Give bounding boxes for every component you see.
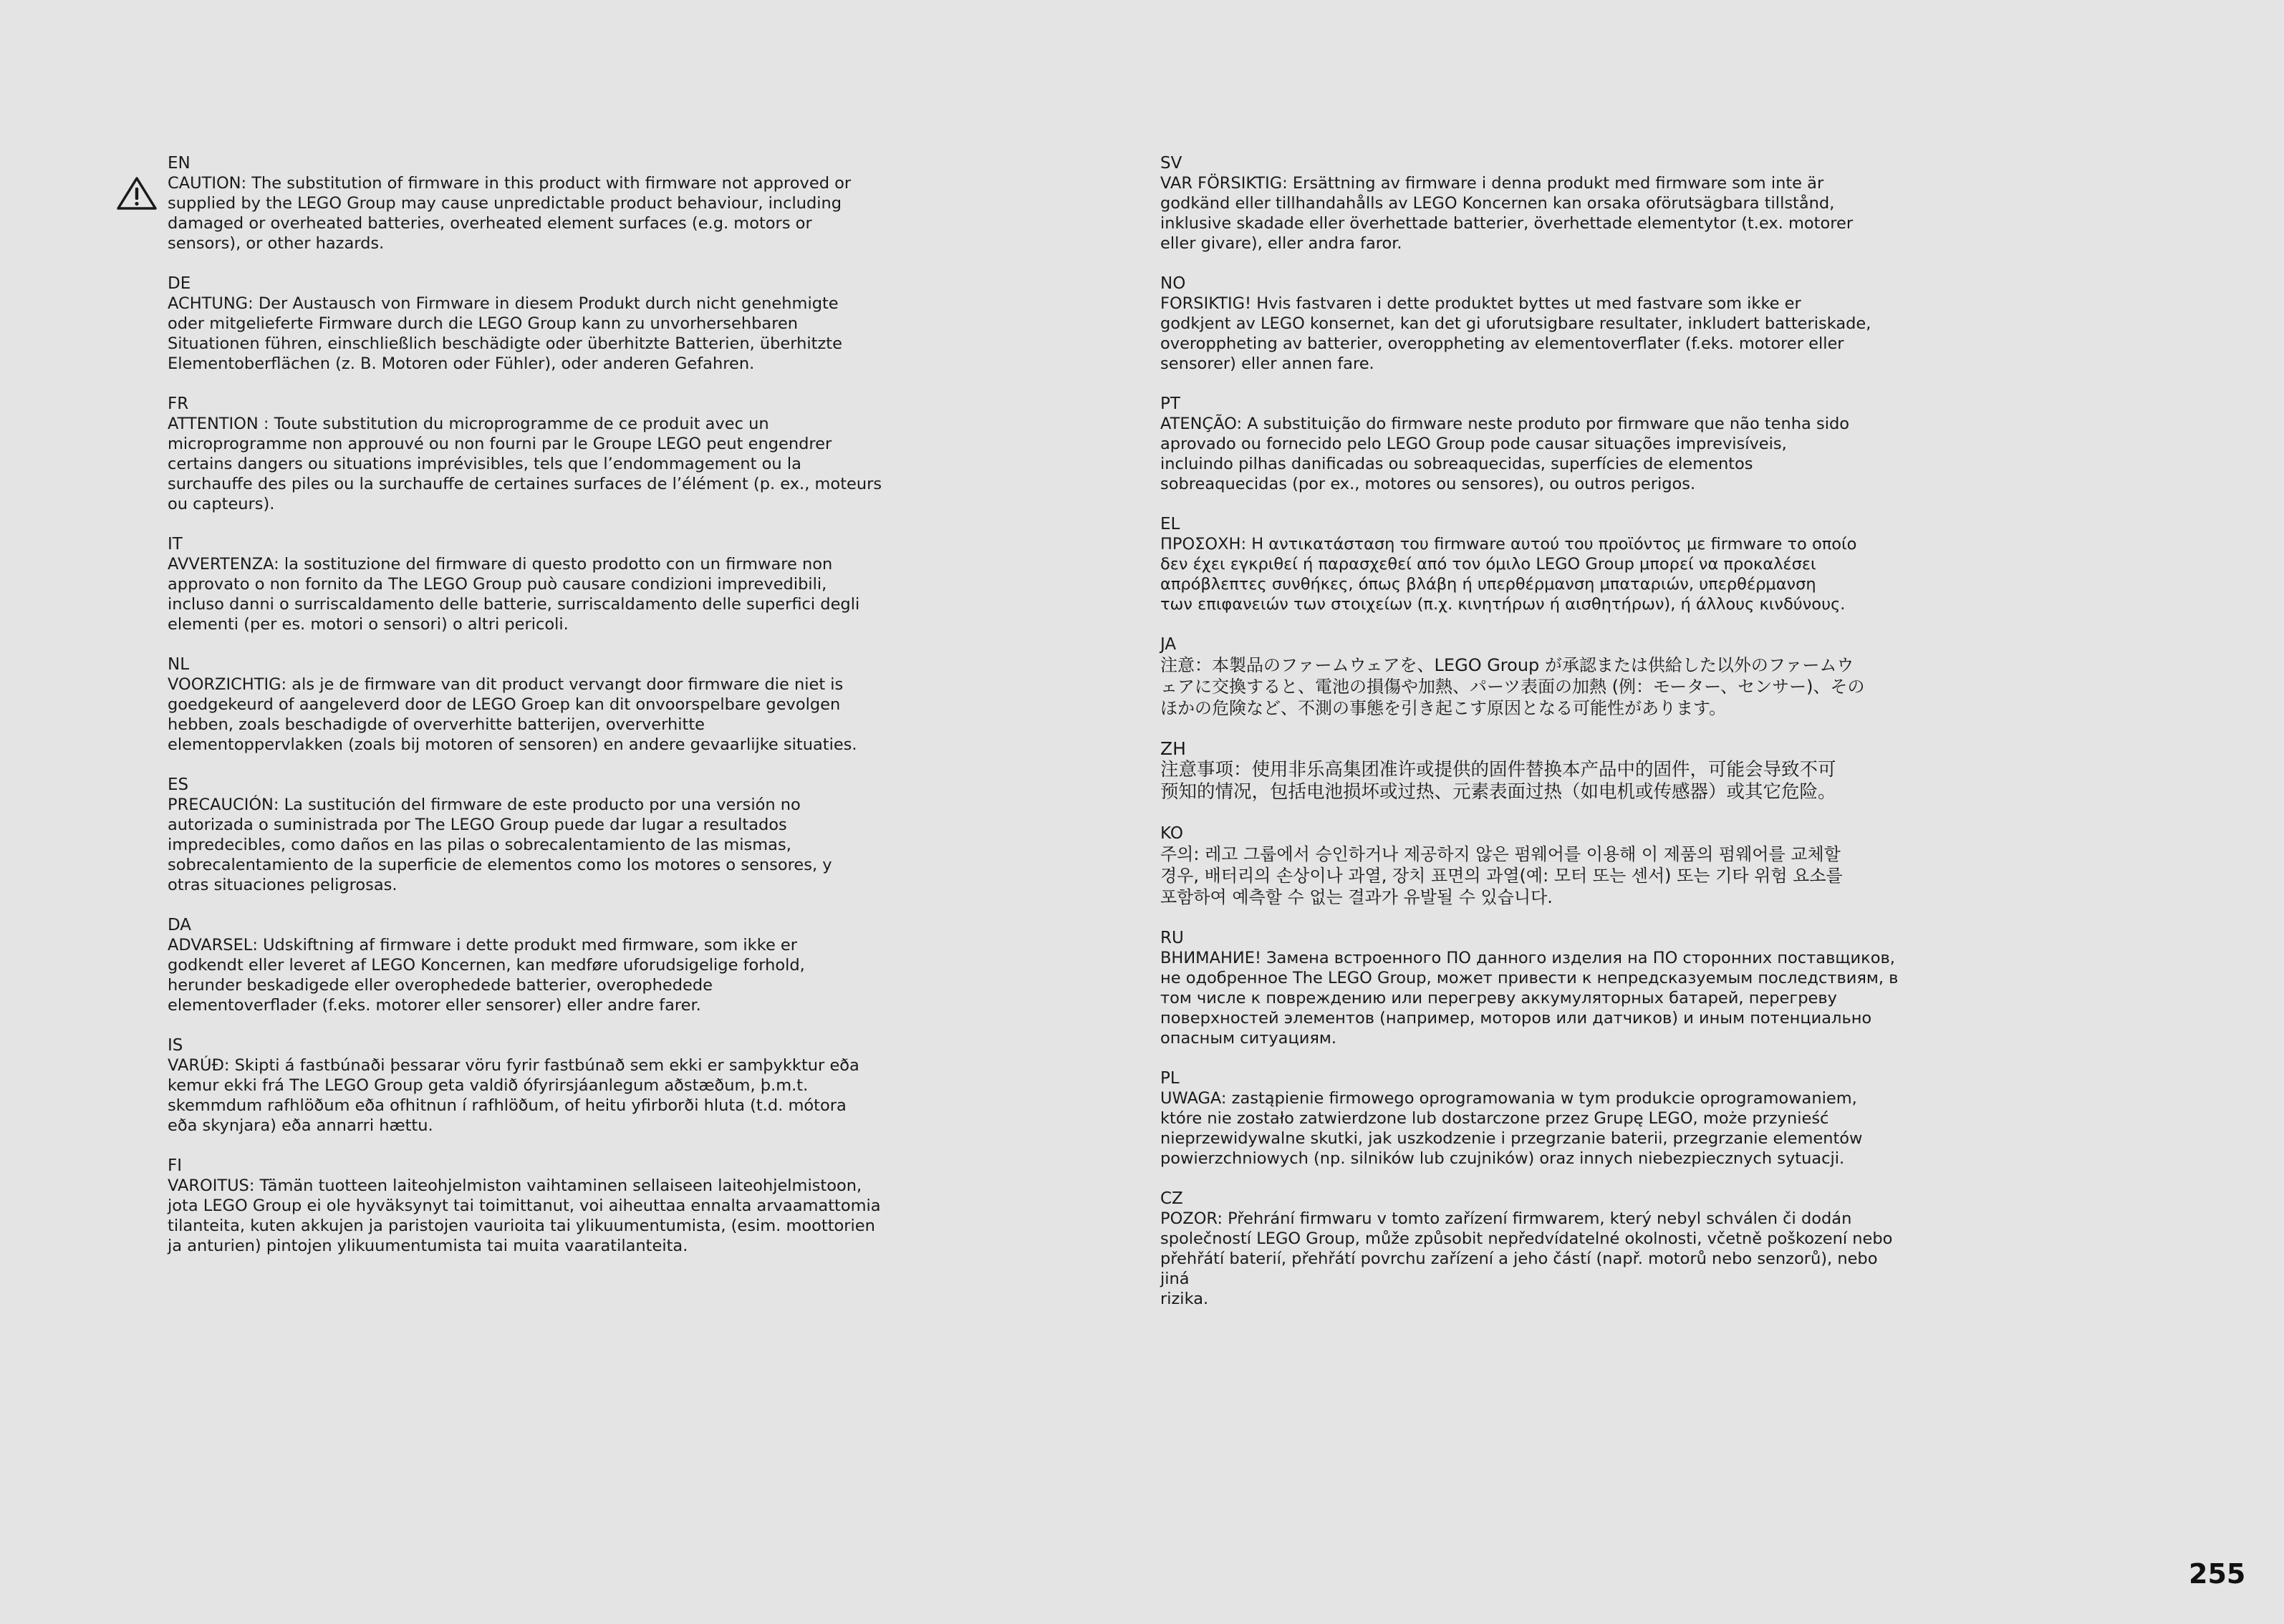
warning-text-line: не одобренное The LEGO Group, может привести к непредсказуемым последствиям, в xyxy=(1160,969,1899,987)
warning-text-line: ATTENTION : Toute substitution du microprogramme de ce produit avec un xyxy=(168,415,769,433)
warning-text-line: eller givare), eller andra faror. xyxy=(1160,234,1402,253)
warning-text-line: sobreaquecidas (por ex., motores ou sensores), ou outros perigos. xyxy=(1160,475,1696,493)
warning-block-it xyxy=(168,534,884,634)
warning-text-line: VOORZICHTIG: als je de firmware van dit product vervangt door firmware die niet is xyxy=(168,675,844,694)
language-code: FR xyxy=(168,395,189,413)
warning-text-line: goedgekeurd of aangeleverd door de LEGO Groep kan dit onvoorspelbare gevolgen xyxy=(168,695,841,714)
language-code: SV xyxy=(1160,154,1182,173)
warning-text-line: godkjent av LEGO konsernet, kan det gi uforutsigbare resultater, inkludert batteriskade, xyxy=(1160,314,1871,333)
warning-text-line: απρόβλεπτες συνθήκες, όπως βλάβη ή υπερθέρμανση μπαταριών, υπερθέρμανση xyxy=(1160,575,1816,594)
warning-text-line: elementoppervlakken (zoals bij motoren of sensoren) en andere gevaarlijke situaties. xyxy=(168,735,857,754)
warning-text-line: oder mitgelieferte Firmware durch die LEGO Group kann zu unvorhersehbaren xyxy=(168,314,799,333)
warning-text-line: 注意：本製品のファームウェアを、LEGO Group が承認または供給した以外のファームウ xyxy=(1160,655,1854,675)
language-code: NL xyxy=(168,655,190,674)
warning-text-line: AVVERTENZA: la sostituzione del firmware di questo prodotto con un firmware non xyxy=(168,555,833,574)
warning-text-line: surchauffe des piles ou la surchauffe de certaines surfaces de l’élément (p. ex., moteurs xyxy=(168,475,882,493)
warning-block-de xyxy=(168,274,884,374)
warning-block-da xyxy=(168,915,884,1015)
warning-text-line: VAROITUS: Tämän tuotteen laiteohjelmiston vaihtaminen sellaiseen laiteohjelmistoon, xyxy=(168,1176,862,1195)
warning-text-line: VARÚÐ: Skipti á fastbúnaði þessarar vöru fyrir fastbúnað sem ekki er samþykktur eða xyxy=(168,1056,859,1075)
warning-text-line: 포함하여 예측할 수 없는 결과가 유발될 수 있습니다. xyxy=(1160,887,1553,907)
warning-block-ko xyxy=(1160,823,1905,908)
warning-text-line: ェアに交換すると、電池の損傷や加熱、パーツ表面の加熱 (例：モーター、センサー)、その xyxy=(1160,677,1865,697)
warning-text-line: jota LEGO Group ei ole hyväksynyt tai toimittanut, voi aiheuttaa ennalta arvaamattomia xyxy=(168,1197,881,1215)
warning-text-line: autorizada o suministrada por The LEGO Group puede dar lugar a resultados xyxy=(168,816,787,834)
warning-block-is xyxy=(168,1035,884,1136)
warning-text-line: των επιφανειών των στοιχείων (π.χ. κινητήρων ή αισθητήρων), ή άλλους κινδύνους. xyxy=(1160,595,1846,614)
warning-block-ja xyxy=(1160,634,1905,719)
warning-text-line: Situationen führen, einschließlich beschädigte oder überhitzte Batterien, überhitzte xyxy=(168,334,842,353)
warning-text-line: sensorer) eller annen fare. xyxy=(1160,354,1374,373)
warning-text-line: společností LEGO Group, může způsobit nepředvídatelné okolnosti, včetně poškození nebo xyxy=(1160,1229,1893,1248)
language-code: PL xyxy=(1160,1069,1180,1088)
warning-text-line: impredecibles, como daños en las pilas o sobrecalentamiento de las mismas, xyxy=(168,836,791,854)
language-code: EN xyxy=(168,154,191,173)
warning-text-line: VAR FÖRSIKTIG: Ersättning av firmware i denna produkt med firmware som inte är xyxy=(1160,174,1824,193)
warning-block-es xyxy=(168,775,884,895)
warning-block-cz xyxy=(1160,1189,1905,1309)
language-code: DE xyxy=(168,274,191,293)
language-code: PT xyxy=(1160,395,1180,413)
language-code: ES xyxy=(168,775,189,794)
language-code: DA xyxy=(168,916,192,934)
warning-text-line: δεν έχει εγκριθεί ή παρασχεθεί από τον όμιλο LEGO Group μπορεί να προκαλέσει xyxy=(1160,555,1816,574)
warning-text-line: godkendt eller leveret af LEGO Koncernen, kan medføre uforudsigelige forhold, xyxy=(168,956,805,975)
warning-text-line: ΠΡΟΣΟΧΗ: Η αντικατάσταση του firmware αυτού του προϊόντος με firmware το οποίο xyxy=(1160,535,1857,554)
warning-text-line: supplied by the LEGO Group may cause unpredictable product behaviour, including xyxy=(168,194,842,213)
warning-text-line: 주의: 레고 그룹에서 승인하거나 제공하지 않은 펌웨어를 이용해 이 제품의 펌웨어를 교체할 xyxy=(1160,844,1841,864)
warning-text-line: powierzchniowych (np. silników lub czujników) oraz innych niebezpiecznych sytuacji. xyxy=(1160,1149,1845,1168)
language-code: FI xyxy=(168,1156,183,1175)
warning-text-line: elementoverflader (f.eks. motorer eller sensorer) eller andre farer. xyxy=(168,996,701,1015)
warning-text-line: поверхностей элементов (например, моторов или датчиков) и иным потенциально xyxy=(1160,1009,1872,1028)
warning-text-line: które nie zostało zatwierdzone lub dostarczone przez Grupę LEGO, może przynieść xyxy=(1160,1109,1829,1128)
language-code: RU xyxy=(1160,929,1184,947)
warning-text-line: UWAGA: zastąpienie firmowego oprogramowania w tym produkcie oprogramowaniem, xyxy=(1160,1089,1857,1108)
warning-text-line: опасным ситуациям. xyxy=(1160,1029,1337,1048)
warning-text-line: ja anturien) pintojen ylikuumentumista tai muita vaaratilanteita. xyxy=(168,1237,688,1255)
warning-text-line: incluindo pilhas danificadas ou sobreaquecidas, superfícies de elementos xyxy=(1160,455,1753,473)
warning-text-line: 注意事项：使用非乐高集团准许或提供的固件替换本产品中的固件，可能会导致不可 xyxy=(1160,759,1836,780)
page-number: 255 xyxy=(2189,1558,2246,1590)
warning-text-line: ВНИМАНИЕ! Замена встроенного ПО данного изделия на ПО сторонних поставщиков, xyxy=(1160,949,1895,967)
language-code: KO xyxy=(1160,824,1183,843)
warning-text-line: ADVARSEL: Udskiftning af firmware i dette produkt med firmware, som ikke er xyxy=(168,936,798,954)
warning-block-fr xyxy=(168,394,884,514)
warning-text-line: FORSIKTIG! Hvis fastvaren i dette produktet byttes ut med fastvare som ikke er xyxy=(1160,294,1801,313)
warning-text-line: inklusive skadade eller överhettade batterier, överhettade elementytor (t.ex. motorer xyxy=(1160,214,1854,233)
language-code: IT xyxy=(168,535,183,554)
warning-triangle-icon xyxy=(116,176,158,211)
language-code: IS xyxy=(168,1036,183,1055)
warning-text-line: 경우, 배터리의 손상이나 과열, 장치 표면의 과열(예: 모터 또는 센서) 또는 기타 위험 요소를 xyxy=(1160,866,1843,886)
warning-text-line: sobrecalentamiento de la superficie de elementos como los motores o sensores, y xyxy=(168,856,832,874)
warning-block-sv xyxy=(1160,153,1905,253)
warning-text-line: microprogramme non approuvé ou non fourni par le Groupe LEGO peut engendrer xyxy=(168,435,832,453)
warning-text-line: elementi (per es. motori o sensori) o altri pericoli. xyxy=(168,615,569,634)
warning-text-line: aprovado ou fornecido pelo LEGO Group pode causar situações imprevisíveis, xyxy=(1160,435,1787,453)
warning-text-line: certains dangers ou situations imprévisibles, tels que l’endommagement ou la xyxy=(168,455,801,473)
warning-text-line: sensors), or other hazards. xyxy=(168,234,385,253)
warning-text-line: overoppheting av batterier, overoppheting av elementoverflater (f.eks. motorer eller xyxy=(1160,334,1844,353)
warning-text-line: otras situaciones peligrosas. xyxy=(168,876,397,894)
warning-text-line: том числе к повреждению или перегреву аккумуляторных батарей, перегреву xyxy=(1160,989,1837,1007)
language-code: EL xyxy=(1160,515,1180,533)
warning-text-line: CAUTION: The substitution of firmware in this product with firmware not approved or xyxy=(168,174,852,193)
language-code: JA xyxy=(1160,635,1177,654)
warning-block-zh xyxy=(1160,739,1905,803)
warning-block-el xyxy=(1160,514,1905,614)
left-column xyxy=(168,153,884,1256)
language-code: NO xyxy=(1160,274,1186,293)
warning-block-pl xyxy=(1160,1068,1905,1169)
warning-text-line: herunder beskadigede eller overophedede batterier, overophedede xyxy=(168,976,713,995)
language-code: CZ xyxy=(1160,1189,1183,1208)
warning-text-line: skemmdum rafhlöðum eða ofhitnun í rafhlöðum, of heitu yfirborði hluta (t.d. mótora xyxy=(168,1096,847,1115)
warning-text-line: ATENÇÃO: A substituição do firmware neste produto por firmware que não tenha sido xyxy=(1160,415,1850,433)
warning-text-line: ACHTUNG: Der Austausch von Firmware in diesem Produkt durch nicht genehmigte xyxy=(168,294,839,313)
right-column xyxy=(1160,153,1905,1309)
warning-block-fi xyxy=(168,1156,884,1256)
warning-block-nl xyxy=(168,654,884,755)
warning-text-line: tilanteita, kuten akkujen ja paristojen vaurioita tai ylikuumentumista, (esim. moottorien xyxy=(168,1217,875,1235)
warning-text-line: hebben, zoals beschadigde of oververhitte batterijen, oververhitte xyxy=(168,715,705,734)
warning-text-line: Elementoberflächen (z. B. Motoren oder Fühler), oder anderen Gefahren. xyxy=(168,354,755,373)
warning-text-line: ou capteurs). xyxy=(168,495,275,513)
warning-block-ru xyxy=(1160,928,1905,1048)
warning-text-line: ほかの危険など、不測の事態を引き起こす原因となる可能性があります。 xyxy=(1160,698,1727,718)
warning-text-line: kemur ekki frá The LEGO Group geta valdið ófyrirsjáanlegum aðstæðum, þ.m.t. xyxy=(168,1076,809,1095)
warning-block-no xyxy=(1160,274,1905,374)
warning-block-en xyxy=(168,153,884,253)
warning-text-line: rizika. xyxy=(1160,1290,1209,1308)
warning-text-line: POZOR: Přehrání firmwaru v tomto zařízení firmwarem, který nebyl schválen či dodán xyxy=(1160,1209,1852,1228)
warning-text-line: approvato o non fornito da The LEGO Group può causare condizioni imprevedibili, xyxy=(168,575,827,594)
warning-text-line: godkänd eller tillhandahålls av LEGO Koncernen kan orsaka oförutsägbara tillstånd, xyxy=(1160,194,1835,213)
warning-block-pt xyxy=(1160,394,1905,494)
warning-text-line: přehřátí baterií, přehřátí povrchu zařízení a jeho částí (např. motorů nebo senzorů), nebo jiná xyxy=(1160,1250,1878,1288)
warning-text-line: damaged or overheated batteries, overheated element surfaces (e.g. motors or xyxy=(168,214,812,233)
warning-text-line: 预知的情况，包括电池损坏或过热、元素表面过热（如电机或传感器）或其它危险。 xyxy=(1160,781,1836,803)
language-code: ZH xyxy=(1160,738,1186,759)
warning-text-line: PRECAUCIÓN: La sustitución del firmware de este producto por una versión no xyxy=(168,796,801,814)
warning-text-line: incluso danni o surriscaldamento delle batterie, surriscaldamento delle superfici degli xyxy=(168,595,860,614)
warning-text-line: nieprzewidywalne skutki, jak uszkodzenie i przegrzanie baterii, przegrzanie elementów xyxy=(1160,1129,1863,1148)
warning-text-line: eða skynjara) eða annarri hættu. xyxy=(168,1116,433,1135)
